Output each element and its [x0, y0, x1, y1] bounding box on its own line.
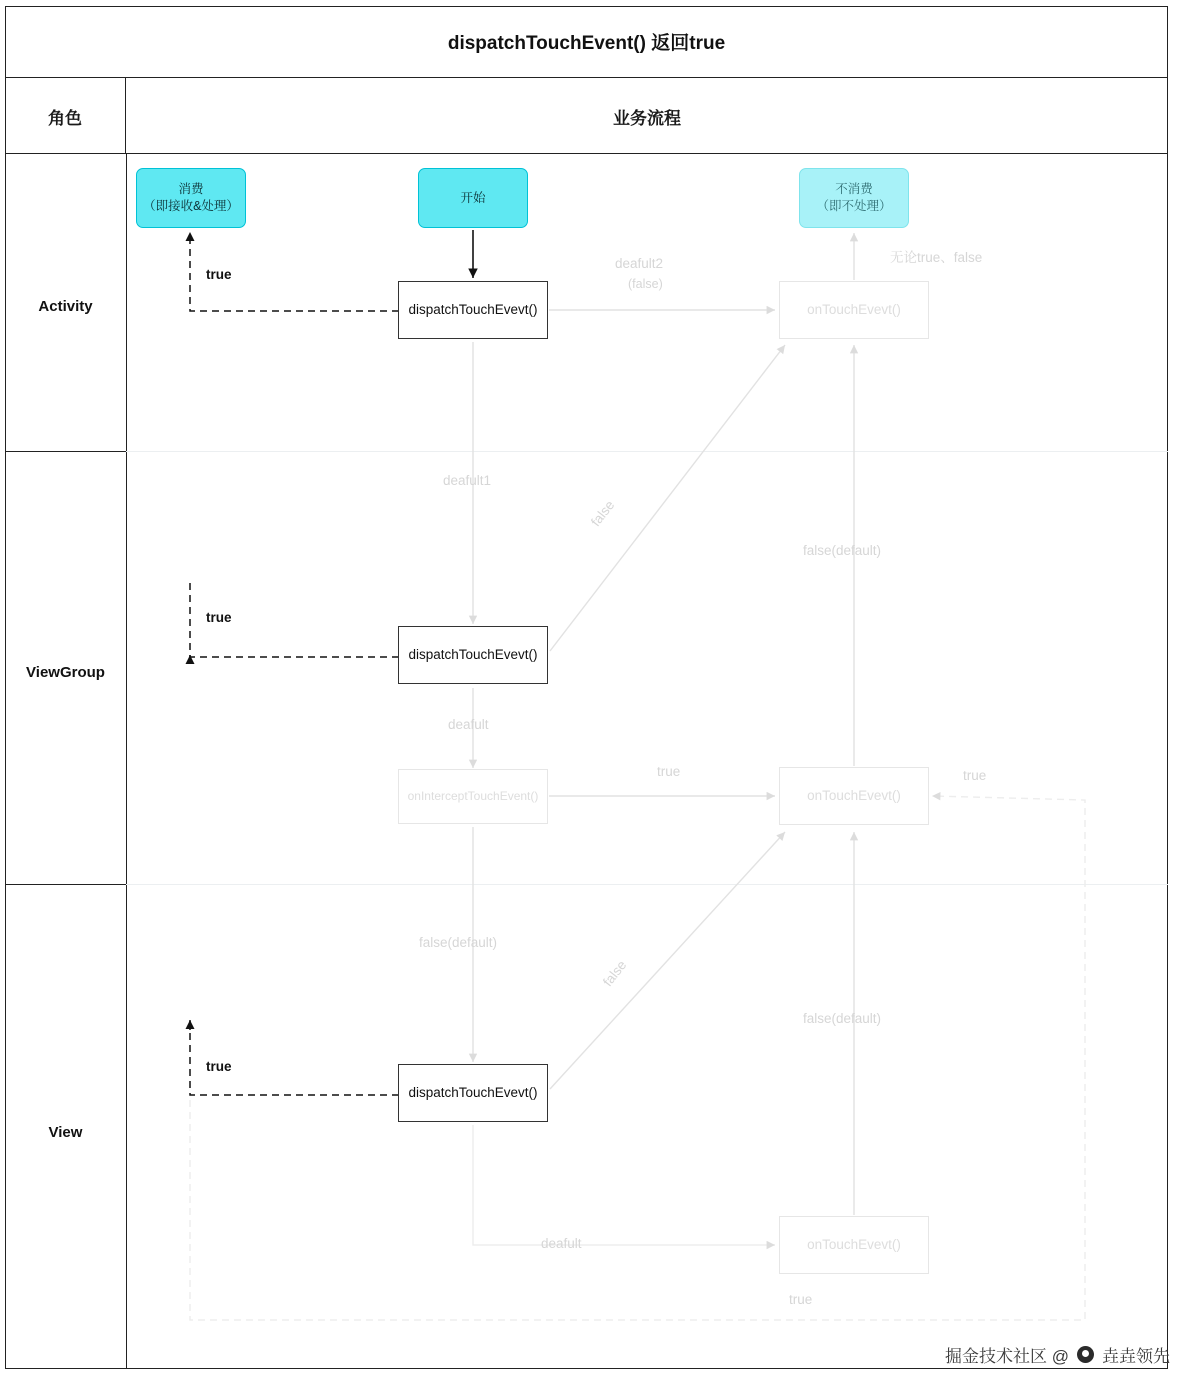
edge-label-viewgroup-default1: deafult1 — [443, 473, 492, 488]
node-activity-on-touch-event[interactable] — [779, 281, 929, 339]
lane-divider-viewgroup — [5, 884, 126, 885]
node-consume-line2: （即接收&处理） — [143, 199, 239, 213]
node-start[interactable] — [418, 168, 528, 228]
edge-label-view-default: deafult — [541, 1236, 582, 1251]
lane-column-separator — [126, 154, 127, 1369]
node-not-consume-line2: （即不处理） — [816, 199, 892, 213]
edge-label-activity-default2-sub: (false) — [628, 277, 663, 291]
edge-label-activity-default2: deafult2 — [615, 256, 664, 271]
edge-label-view-true: true — [206, 1059, 232, 1074]
node-activity-on-touch-label: onTouchEvevt() — [807, 301, 901, 317]
watermark-text-left: 掘金技术社区 @ — [945, 1347, 1069, 1366]
node-viewgroup-on-touch-label: onTouchEvevt() — [807, 787, 901, 803]
edge-label-viewgroup-false-diagonal: false — [588, 497, 618, 530]
edge-label-intercept-true: true — [657, 764, 681, 779]
node-view-on-touch-label: onTouchEvevt() — [807, 1236, 901, 1252]
edge-label-view-false-default-right: false(default) — [803, 1011, 882, 1026]
node-viewgroup-dispatch-touch-event[interactable] — [398, 626, 548, 684]
lane-divider-activity — [5, 451, 126, 452]
lane-label-viewgroup: ViewGroup — [26, 664, 105, 681]
node-viewgroup-dispatch-label: dispatchTouchEvevt() — [408, 646, 538, 662]
header-flow-cell: 业务流程 — [613, 108, 681, 128]
node-activity-dispatch-label: dispatchTouchEvevt() — [408, 301, 538, 317]
node-viewgroup-intercept-label: onInterceptTouchEvent() — [407, 789, 539, 804]
node-viewgroup-on-intercept-touch-event[interactable] — [398, 769, 548, 824]
watermark — [945, 1342, 1170, 1367]
edge-label-view-false-default-left: false(default) — [419, 935, 498, 950]
node-view-on-touch-event[interactable] — [779, 1216, 929, 1274]
node-consume[interactable] — [136, 168, 246, 228]
node-not-consume-line1: 不消费 — [835, 182, 873, 197]
node-consume-line1: 消费 — [178, 182, 204, 197]
edge-label-activity-whatever: 无论true、false — [890, 250, 983, 265]
edge-label-activity-true: true — [206, 267, 232, 282]
lane-label-activity: Activity — [38, 298, 93, 315]
edge-label-right-true: true — [963, 768, 987, 783]
watermark-avatar-icon — [1077, 1346, 1094, 1363]
node-viewgroup-on-touch-event[interactable] — [779, 767, 929, 825]
edge-label-activity-false-default: false(default) — [803, 543, 882, 558]
node-view-dispatch-label: dispatchTouchEvevt() — [408, 1084, 538, 1100]
edge-label-view-bottom-true: true — [789, 1292, 813, 1307]
node-not-consume[interactable] — [799, 168, 909, 228]
lane-label-view: View — [48, 1124, 83, 1141]
header-role-cell: 角色 — [5, 78, 126, 154]
column-header-row — [5, 78, 1168, 154]
node-view-dispatch-touch-event[interactable] — [398, 1064, 548, 1122]
diagram-title: dispatchTouchEvent() 返回true — [5, 6, 1168, 78]
lane-divider-activity-light — [126, 451, 1168, 452]
node-activity-dispatch-touch-event[interactable] — [398, 281, 548, 339]
edge-label-view-false-diagonal: false — [600, 957, 630, 990]
edge-label-viewgroup-default: deafult — [448, 717, 489, 732]
edge-label-viewgroup-true: true — [206, 610, 232, 625]
lane-divider-viewgroup-light — [126, 884, 1168, 885]
watermark-text-right: 垚垚领先 — [1102, 1347, 1170, 1366]
node-start-label: 开始 — [460, 190, 486, 205]
